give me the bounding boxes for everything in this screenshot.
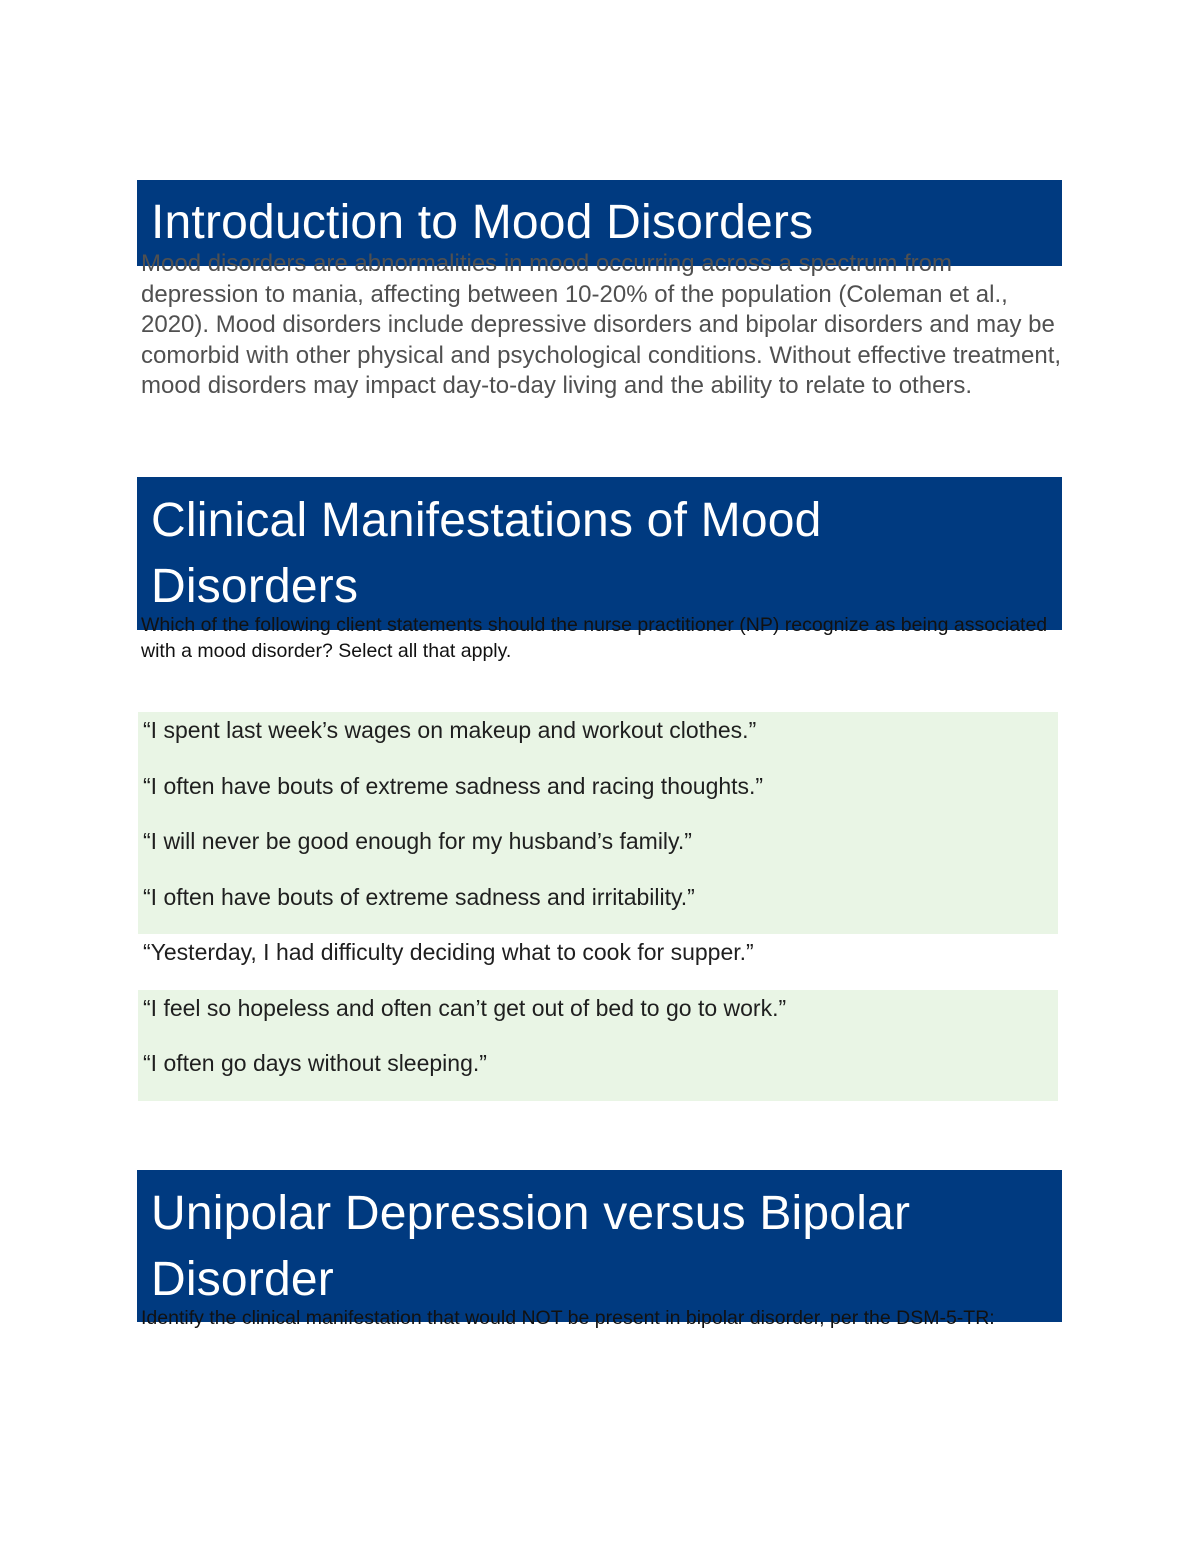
intro-paragraph: Mood disorders are abnormalities in mood occurring across a spectrum from depression to mania, affecting between 10-20% of the population (Coleman et al., 2020). Mood disorders include depressive disorders and bipolar disorders and may be comorbid with other physical and psychological conditions. Without effective treatment, mood disorders may impact day-to-day living and the ability to relate to others. bbox=[141, 250, 1062, 400]
answer-option[interactable]: “I often have bouts of extreme sadness and racing thoughts.” bbox=[138, 768, 1058, 824]
section-heading-clinical-manifestations bbox=[137, 477, 1062, 630]
question-text: Identify the clinical manifestation that would NOT be present in bipolar disorder, per the DSM-5-TR: bbox=[141, 1307, 995, 1329]
heading-line: Disorders bbox=[151, 560, 359, 614]
answer-option[interactable]: “I often go days without sleeping.” bbox=[138, 1045, 1058, 1101]
answer-option[interactable]: “I feel so hopeless and often can’t get out of bed to go to work.” bbox=[138, 990, 1058, 1046]
question-text: Which of the following client statements should the nurse practitioner (NP) recognize as being associated with a mood disorder? Select all that apply. bbox=[141, 614, 1048, 662]
answer-option[interactable]: “Yesterday, I had difficulty deciding what to cook for supper.” bbox=[143, 939, 754, 965]
heading-line: Unipolar Depression versus Bipolar bbox=[151, 1187, 911, 1241]
answer-option[interactable]: “I often have bouts of extreme sadness and irritability.” bbox=[138, 879, 1058, 935]
heading-line: Clinical Manifestations of Mood bbox=[151, 494, 822, 548]
section-heading-intro: Introduction to Mood Disorders bbox=[137, 180, 1062, 266]
answer-options bbox=[138, 712, 1058, 1101]
answer-option[interactable]: “I spent last week’s wages on makeup and workout clothes.” bbox=[138, 712, 1058, 768]
heading-line: Disorder bbox=[151, 1253, 334, 1307]
answer-option[interactable]: “I will never be good enough for my husband’s family.” bbox=[138, 823, 1058, 879]
section-heading-unipolar-vs-bipolar bbox=[137, 1170, 1062, 1322]
